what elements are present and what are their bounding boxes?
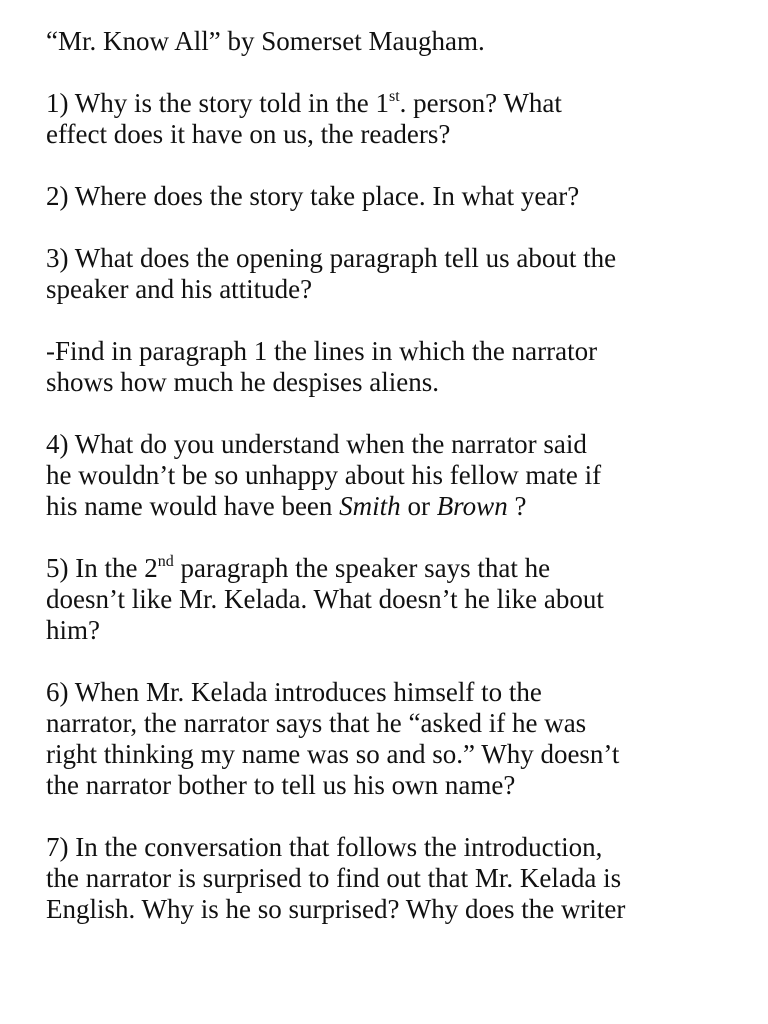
question-4-or: or bbox=[400, 491, 437, 521]
question-1-text-b: . person? What bbox=[399, 88, 562, 118]
question-4-line-3 bbox=[46, 491, 746, 522]
name-smith: Smith bbox=[339, 491, 401, 521]
question-6-line-1: 6) When Mr. Kelada introduces himself to the bbox=[46, 677, 542, 707]
name-brown: Brown bbox=[436, 491, 508, 521]
question-3-line-2: speaker and his attitude? bbox=[46, 274, 313, 304]
question-5 bbox=[46, 553, 746, 646]
document-title bbox=[46, 26, 746, 57]
question-3-subtask-line-1: -Find in paragraph 1 the lines in which the narrator bbox=[46, 336, 598, 366]
question-3-subtask bbox=[46, 336, 746, 398]
question-2 bbox=[46, 181, 746, 212]
question-4-line-1: 4) What do you understand when the narrator said bbox=[46, 429, 587, 459]
question-6-line-2: narrator, the narrator says that he “asked if he was bbox=[46, 708, 587, 738]
question-7 bbox=[46, 832, 746, 925]
question-3-line-1: 3) What does the opening paragraph tell us about the bbox=[46, 243, 617, 273]
question-4-line-2: he wouldn’t be so unhappy about his fellow mate if bbox=[46, 460, 602, 490]
question-5-superscript: nd bbox=[157, 553, 174, 570]
question-3 bbox=[46, 243, 746, 305]
question-5-text-b: paragraph the speaker says that he bbox=[173, 553, 551, 583]
question-4 bbox=[46, 429, 746, 522]
question-1-text-a: 1) Why is the story told in the 1 bbox=[46, 88, 389, 118]
question-1-line-2: effect does it have on us, the readers? bbox=[46, 119, 451, 149]
title-line: “Mr. Know All” by Somerset Maugham. bbox=[46, 26, 485, 56]
question-1 bbox=[46, 88, 746, 150]
document-page bbox=[46, 26, 746, 956]
question-5-line-3: him? bbox=[46, 615, 100, 645]
question-1-line-1 bbox=[46, 88, 746, 119]
question-5-text-a: 5) In the 2 bbox=[46, 553, 158, 583]
question-2-line-1: 2) Where does the story take place. In what year? bbox=[46, 181, 580, 211]
question-5-line-1 bbox=[46, 553, 746, 584]
question-4-end: ? bbox=[507, 491, 527, 521]
question-3-subtask-line-2: shows how much he despises aliens. bbox=[46, 367, 439, 397]
question-7-line-3: English. Why is he so surprised? Why does the writer bbox=[46, 894, 626, 924]
question-4-text-a: his name would have been bbox=[46, 491, 340, 521]
question-6-line-4: the narrator bother to tell us his own name? bbox=[46, 770, 516, 800]
question-7-line-2: the narrator is surprised to find out that Mr. Kelada is bbox=[46, 863, 622, 893]
question-7-line-1: 7) In the conversation that follows the introduction, bbox=[46, 832, 603, 862]
question-6 bbox=[46, 677, 746, 801]
question-6-line-3: right thinking my name was so and so.” Why doesn’t bbox=[46, 739, 620, 769]
question-5-line-2: doesn’t like Mr. Kelada. What doesn’t he like about bbox=[46, 584, 604, 614]
question-1-superscript: st bbox=[388, 88, 400, 105]
